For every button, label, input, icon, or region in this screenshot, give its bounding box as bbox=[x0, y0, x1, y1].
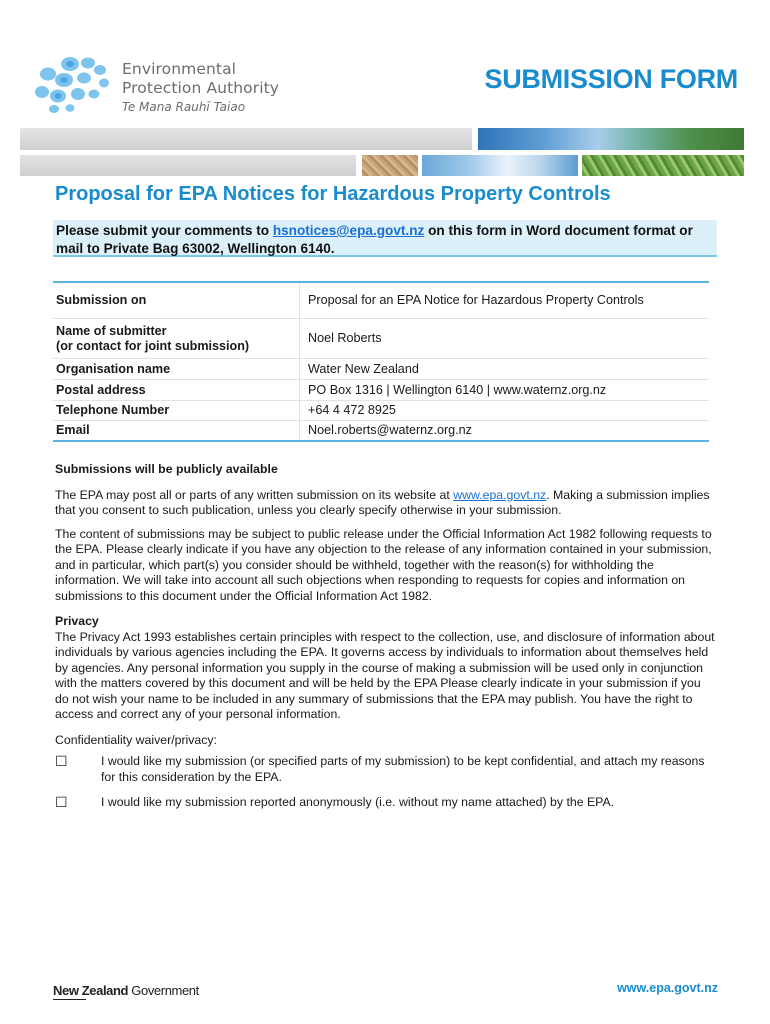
row-label: Submission on bbox=[56, 293, 147, 307]
logo-line-1: Environmental bbox=[122, 60, 237, 78]
banner-photo-sky bbox=[422, 155, 578, 176]
logo-tagline: Te Mana Rauhī Taiao bbox=[122, 100, 246, 114]
footer-website-link[interactable]: www.epa.govt.nz bbox=[617, 981, 718, 995]
waiver-option-text: I would like my submission (or specified parts of my submission) to be kept confidential, and attach my reasons for this consideration by the EPA. bbox=[101, 754, 705, 784]
row-label: Organisation name bbox=[56, 361, 171, 376]
submitter-details-table bbox=[53, 281, 709, 442]
table-row bbox=[53, 401, 709, 421]
logo-line-2: Protection Authority bbox=[122, 79, 280, 97]
banner-photo-fern bbox=[582, 155, 744, 176]
callout-text-pre: Please submit your comments to bbox=[56, 223, 273, 238]
table-row bbox=[53, 319, 709, 359]
epa-logo-icon bbox=[34, 56, 114, 114]
privacy-paragraph: The Privacy Act 1993 establishes certain principles with respect to the collection, use, and disclosure of information about individuals by various agencies including the EPA. It governs access by individuals to information about themselves held by agencies. Any personal information you supply in the course of making a submission will be used only in conjunction with the matters covered by this document and will be held by the EPA Please clearly indicate in your submission if you do not wish your name to be included in any summary of submissions that the EPA may publish. You have the right to access and correct any of your personal information. bbox=[55, 629, 715, 721]
table-row bbox=[53, 359, 709, 380]
row-label: Telephone Number bbox=[56, 403, 170, 417]
row-label-line-1: Name of submitter bbox=[56, 323, 167, 338]
submitter-name-value[interactable]: Noel Roberts bbox=[299, 319, 709, 358]
document-title: Proposal for EPA Notices for Hazardous Property Controls bbox=[55, 183, 611, 205]
epa-website-link[interactable]: www.epa.govt.nz bbox=[453, 487, 547, 502]
waiver-label: Confidentiality waiver/privacy: bbox=[55, 732, 217, 747]
telephone-value[interactable]: +64 4 472 8925 bbox=[299, 401, 709, 420]
email-link[interactable]: hsnotices@epa.govt.nz bbox=[272, 223, 425, 238]
public-para1-post: . Making a submission implies that you consent to such publication, unless you clearly specify otherwise in your submission. bbox=[55, 487, 710, 517]
epa-wordmark bbox=[122, 60, 279, 115]
table-row bbox=[53, 283, 709, 319]
banner-photo-landscape bbox=[478, 128, 744, 150]
public-para1-pre: The EPA may post all or parts of any written submission on its website at bbox=[55, 487, 454, 502]
waiver-option-confidential[interactable] bbox=[55, 754, 715, 785]
public-paragraph-2: The content of submissions may be subject to public release under the Official Information Act 1982 following requests to the EPA. Please clearly indicate if you have any objection to the release of any information contained in your submission, and in particular, which part(s) you consider should be withheld, together with the reason(s) for withholding the information. We will take into account all such objections when responding to requests for copies and information on submissions to this document under the Official Information Act 1982. bbox=[55, 526, 712, 603]
row-label-line-2: (or contact for joint submission) bbox=[56, 338, 250, 353]
gov-logo-part-1: New Zealand bbox=[53, 983, 129, 998]
waiver-option-anonymous[interactable] bbox=[55, 795, 715, 811]
callout-text-post: on this form in Word document format or mail to Private Bag 63002, Wellington 6140. bbox=[56, 223, 693, 256]
banner-grey-bar-top bbox=[20, 128, 472, 150]
gov-logo-part-2: Government bbox=[128, 983, 199, 998]
row-label: Postal address bbox=[56, 382, 146, 397]
banner-photo-sand bbox=[362, 155, 418, 176]
nz-government-logo bbox=[53, 983, 199, 998]
public-paragraph-1 bbox=[55, 488, 715, 519]
organisation-value[interactable]: Water New Zealand bbox=[299, 359, 709, 379]
submission-on-value[interactable]: Proposal for an EPA Notice for Hazardous Property Controls bbox=[299, 283, 709, 318]
postal-address-value[interactable]: PO Box 1316 | Wellington 6140 | www.waternz.org.nz bbox=[299, 380, 709, 400]
waiver-option-text: I would like my submission reported anonymously (i.e. without my name attached) by the EPA. bbox=[101, 795, 615, 809]
table-row bbox=[53, 421, 709, 440]
document-body bbox=[55, 462, 715, 811]
section-heading-public: Submissions will be publicly available bbox=[55, 462, 278, 476]
row-label bbox=[53, 319, 299, 358]
section-heading-privacy: Privacy bbox=[55, 614, 99, 628]
banner-grey-bar-bottom bbox=[20, 155, 356, 176]
email-value[interactable]: Noel.roberts@waternz.org.nz bbox=[299, 421, 709, 440]
table-row bbox=[53, 380, 709, 401]
checkbox-icon[interactable]: ☐ bbox=[55, 753, 68, 769]
form-title: SUBMISSION FORM bbox=[484, 64, 738, 94]
checkbox-icon[interactable]: ☐ bbox=[55, 794, 68, 810]
row-label: Email bbox=[56, 423, 90, 437]
submission-instructions bbox=[53, 220, 717, 257]
